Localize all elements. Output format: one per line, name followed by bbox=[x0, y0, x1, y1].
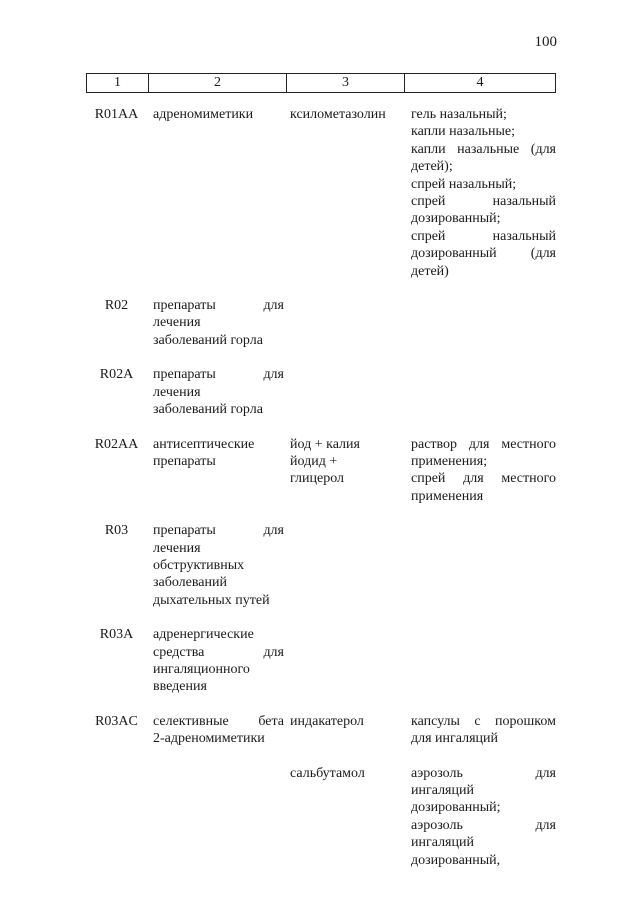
form-word: для bbox=[468, 436, 490, 452]
form-line bbox=[411, 713, 556, 730]
drug-line: ксилометазолин bbox=[290, 107, 386, 122]
form-word: капсулы bbox=[411, 713, 460, 729]
anatomical-group bbox=[147, 106, 284, 280]
atc-code: R03 bbox=[104, 523, 129, 539]
drug-name bbox=[284, 522, 405, 609]
table-row bbox=[86, 436, 556, 506]
table-row bbox=[86, 106, 556, 280]
drug-line: глицерол bbox=[290, 471, 345, 487]
drug-line: йод + калия bbox=[290, 436, 360, 452]
table-row bbox=[86, 366, 556, 418]
form-line: гель назальный; bbox=[411, 107, 507, 122]
group-word: для bbox=[263, 523, 284, 539]
group-line: лечения bbox=[153, 540, 201, 556]
group-line bbox=[153, 297, 284, 314]
header-col-3: 3 bbox=[287, 74, 405, 92]
drug-line: сальбутамол bbox=[290, 765, 365, 781]
group-line: введения bbox=[153, 679, 207, 695]
form-word: (для bbox=[530, 246, 556, 262]
dosage-forms bbox=[405, 522, 556, 609]
anatomical-group bbox=[147, 366, 284, 418]
group-line bbox=[153, 522, 284, 539]
group-line: заболеваний bbox=[153, 575, 227, 591]
anatomical-group bbox=[147, 713, 284, 748]
header-col-2: 2 bbox=[149, 74, 287, 92]
form-line: детей); bbox=[411, 159, 453, 175]
form-word: спрей bbox=[411, 228, 446, 244]
form-line bbox=[411, 228, 556, 245]
table-row bbox=[86, 626, 556, 696]
group-line: лечения bbox=[153, 384, 201, 400]
form-word: назальный bbox=[492, 194, 556, 210]
group-word: для bbox=[263, 298, 284, 314]
form-line: применения; bbox=[411, 453, 488, 469]
anatomical-group bbox=[147, 626, 284, 696]
form-word: дозированный bbox=[411, 246, 497, 262]
atc-code: R03AC bbox=[95, 713, 138, 729]
dosage-forms bbox=[405, 106, 556, 280]
form-line: ингаляций bbox=[411, 783, 474, 798]
dosage-forms bbox=[405, 366, 556, 418]
group-word: препараты bbox=[153, 523, 216, 539]
group-word: для bbox=[263, 367, 284, 383]
atc-code: R01AA bbox=[94, 107, 139, 122]
form-word: местного bbox=[501, 471, 556, 487]
group-line: заболеваний горла bbox=[153, 402, 263, 418]
atc-code: R02AA bbox=[94, 436, 139, 452]
drug-line: йодид + bbox=[290, 453, 338, 469]
dosage-forms bbox=[405, 765, 556, 869]
table-row bbox=[86, 297, 556, 349]
form-word: для bbox=[535, 765, 556, 781]
header-col-1: 1 bbox=[86, 74, 149, 92]
form-line bbox=[411, 193, 556, 210]
anatomical-group bbox=[147, 765, 284, 869]
form-word: назальные bbox=[457, 141, 520, 157]
form-line bbox=[411, 470, 556, 487]
group-line: лечения bbox=[153, 315, 201, 331]
atc-code: R03A bbox=[99, 627, 134, 643]
group-line: ингаляционного bbox=[153, 661, 250, 677]
dosage-forms bbox=[405, 626, 556, 696]
group-line: заболеваний горла bbox=[153, 332, 263, 348]
atc-code bbox=[86, 765, 147, 869]
group-word: средства bbox=[153, 644, 205, 660]
form-line: детей) bbox=[411, 263, 449, 279]
group-line: адренергические bbox=[153, 627, 254, 643]
table-row bbox=[86, 713, 556, 748]
anatomical-group bbox=[147, 436, 284, 506]
drug-name bbox=[284, 765, 405, 869]
group-line bbox=[153, 713, 284, 730]
form-line: ингаляций bbox=[411, 835, 474, 851]
group-word: бета bbox=[258, 713, 284, 729]
group-line: обструктивных bbox=[153, 557, 245, 573]
form-line bbox=[411, 817, 556, 834]
form-word: для bbox=[463, 471, 484, 487]
form-word: спрей bbox=[411, 471, 446, 487]
form-line: для ингаляций bbox=[411, 731, 499, 747]
drug-name bbox=[284, 713, 405, 748]
form-word: спрей bbox=[411, 194, 446, 210]
drug-name bbox=[284, 436, 405, 506]
form-line: дозированный, bbox=[411, 852, 501, 868]
group-word: селективные bbox=[153, 713, 229, 729]
header-col-4: 4 bbox=[405, 74, 556, 92]
form-word: капли bbox=[411, 141, 446, 157]
drug-name bbox=[284, 626, 405, 696]
group-line: препараты bbox=[153, 453, 216, 469]
group-word: для bbox=[263, 644, 284, 660]
table-header bbox=[86, 73, 556, 93]
dosage-forms bbox=[405, 297, 556, 349]
anatomical-group bbox=[147, 297, 284, 349]
form-word: аэрозоль bbox=[411, 765, 463, 781]
drug-name bbox=[284, 366, 405, 418]
atc-code: R02A bbox=[99, 367, 134, 383]
group-line bbox=[153, 644, 284, 661]
form-line bbox=[411, 141, 556, 158]
form-word: назальный bbox=[492, 228, 556, 244]
table-body bbox=[86, 106, 556, 886]
form-line: дозированный; bbox=[411, 800, 501, 816]
group-word: препараты bbox=[153, 298, 216, 314]
form-word: местного bbox=[501, 436, 556, 452]
drug-name bbox=[284, 106, 405, 280]
form-line: применения bbox=[411, 488, 484, 504]
drug-line: индакатерол bbox=[290, 713, 364, 729]
dosage-forms bbox=[405, 436, 556, 506]
form-line bbox=[411, 436, 556, 453]
group-line: адреномиметики bbox=[153, 107, 254, 122]
form-line bbox=[411, 245, 556, 262]
form-line: дозированный; bbox=[411, 211, 501, 227]
dosage-forms bbox=[405, 713, 556, 748]
atc-code: R02 bbox=[104, 298, 129, 314]
form-line: спрей назальный; bbox=[411, 176, 517, 192]
form-word: для bbox=[535, 817, 556, 833]
drug-name bbox=[284, 297, 405, 349]
group-line: 2-адреномиметики bbox=[153, 731, 265, 747]
form-word: порошком bbox=[495, 713, 556, 729]
group-line bbox=[153, 366, 284, 383]
form-word: раствор bbox=[411, 436, 458, 452]
group-line: дыхательных путей bbox=[153, 592, 270, 608]
anatomical-group bbox=[147, 522, 284, 609]
table-row bbox=[86, 765, 556, 869]
table-row bbox=[86, 522, 556, 609]
form-word: (для bbox=[530, 141, 556, 157]
group-line: антисептические bbox=[153, 436, 255, 452]
form-line bbox=[411, 765, 556, 782]
form-word: с bbox=[474, 713, 481, 729]
form-line: капли назальные; bbox=[411, 124, 516, 140]
page-number: 100 bbox=[534, 34, 557, 50]
form-word: аэрозоль bbox=[411, 817, 463, 833]
group-word: препараты bbox=[153, 367, 216, 383]
